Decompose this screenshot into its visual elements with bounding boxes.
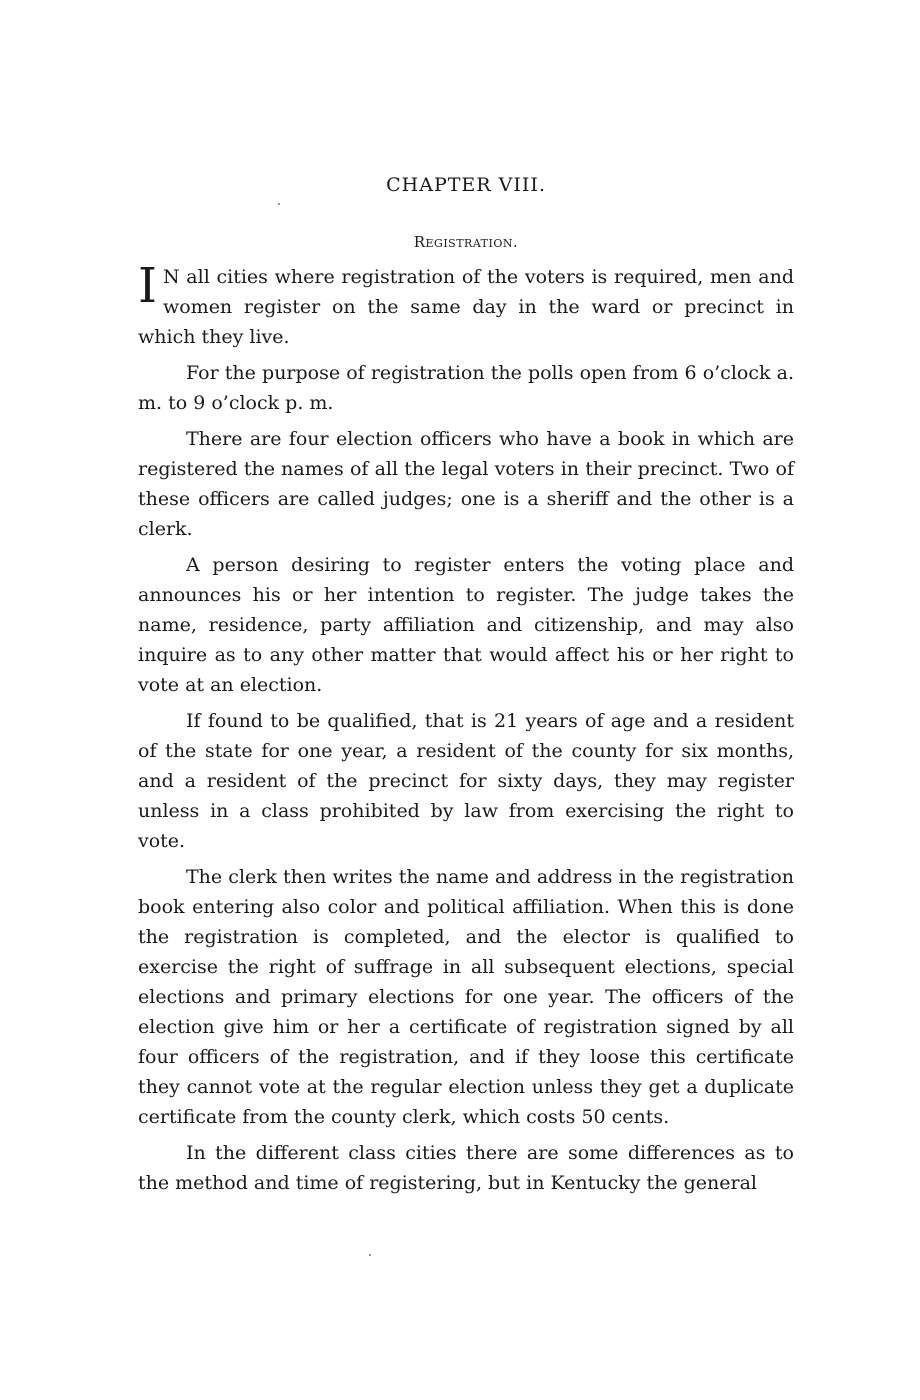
paragraph-6: The clerk then writes the name and address in the registration book entering also color and political affiliation. When this is done the registration is completed, and the elector is qualified to exercise the right of suffrage in all subsequent elections, special elections and primary elections for one year. The officers of the election give him or her a certificate of registration signed by all four officers of the registration, and if they loose this certificate they cannot vote at the regular election unless they get a duplicate certificate from the county clerk, which costs 50 cents. xyxy=(138,866,794,1128)
chapter-heading: CHAPTER VIII. xyxy=(386,174,546,196)
paragraph-text: N all cities where registration of the voters is required, men and women register on the same day in the ward or precinct in which they live. xyxy=(138,266,794,348)
paper-speck xyxy=(369,1254,371,1256)
paragraph-2: For the purpose of registration the polls open from 6 o’clock a. m. to 9 o’clock p. m. xyxy=(138,362,794,414)
section-heading: Registration. xyxy=(413,233,519,251)
paragraph-5: If found to be qualified, that is 21 years of age and a resident of the state for one year, a resident of the county for six months, and a resident of the precinct for sixty days, they may register unless in a class prohibited by law from exercising the right to vote. xyxy=(138,710,794,852)
book-page xyxy=(138,170,794,1204)
drop-cap: I xyxy=(138,258,157,314)
paragraph-3: There are four election officers who have a book in which are registered the names of all the legal voters in their precinct. Two of these officers are called judges; one is a sheriff and the other is a clerk. xyxy=(138,428,794,540)
paragraph-7: In the different class cities there are some differences as to the method and time of registering, but in Kentucky the general xyxy=(138,1142,794,1194)
paragraph-1 xyxy=(138,258,794,352)
paragraph-4: A person desiring to register enters the voting place and announces his or her intention to register. The judge takes the name, residence, party affiliation and citizenship, and may also inquire as to any other matter that would affect his or her right to vote at an election. xyxy=(138,554,794,696)
